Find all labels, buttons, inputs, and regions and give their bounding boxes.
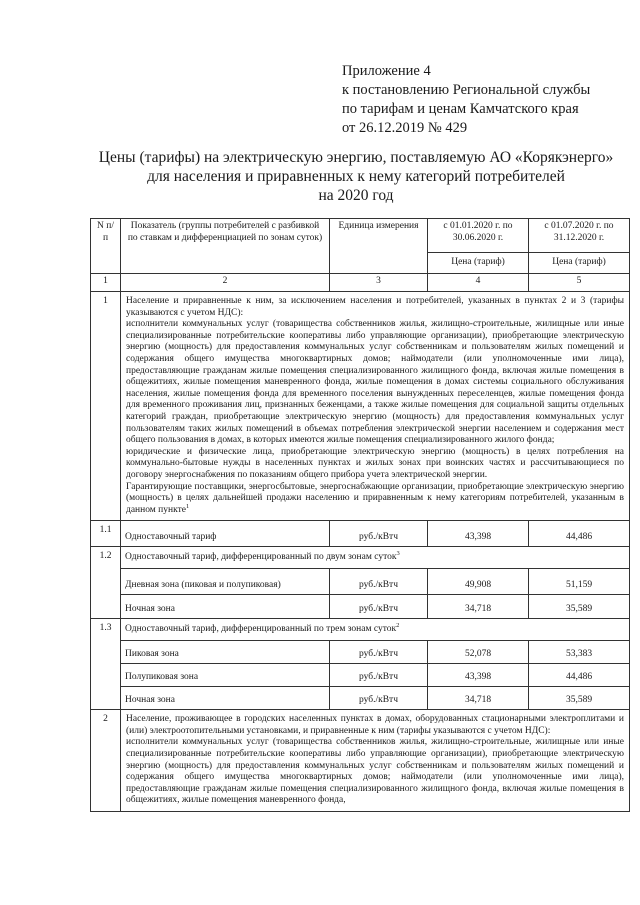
row-num: 1.1 [91, 521, 121, 547]
title-line: Цены (тарифы) на электрическую энергию, поставляемую АО «Корякэнерго» [98, 149, 614, 166]
header-num: N п/п [91, 219, 121, 274]
appendix-line: Приложение 4 [342, 63, 431, 79]
col-number: 5 [529, 274, 630, 292]
table-row-1 [91, 292, 630, 521]
price-h1: 34,718 [428, 687, 529, 710]
header-price1: Цена (тариф) [428, 253, 529, 274]
tariff-group-label: Одноставочный тариф, дифференцированный по двум зонам суток$^3$ [121, 547, 630, 569]
footnote-mark: 3 [396, 549, 400, 557]
row-num: 1.3 [91, 619, 121, 710]
zone-label: Ночная зона [121, 595, 330, 619]
zone-label: Дневная зона (пиковая и полупиковая) [121, 569, 330, 595]
row1-description [121, 292, 630, 521]
col-number: 2 [121, 274, 330, 292]
header-indicator: Показатель (группы потребителей с разбивкой по ставкам и дифференциацией по зонам суток) [121, 219, 330, 274]
price-h2: 44,486 [529, 521, 630, 547]
col-number: 3 [330, 274, 428, 292]
zone-row [91, 664, 630, 687]
table-row-1-3 [91, 619, 630, 641]
zone-label: Пиковая зона [121, 641, 330, 664]
title-line: на 2020 год [318, 187, 394, 204]
price-h1: 49,908 [428, 569, 529, 595]
price-h2: 53,383 [529, 641, 630, 664]
header-price2: Цена (тариф) [529, 253, 630, 274]
table-header-row [91, 219, 630, 253]
zone-row [91, 569, 630, 595]
tariff-label: Одноставочный тариф [121, 521, 330, 547]
zone-label: Полупиковая зона [121, 664, 330, 687]
footnote-mark: 1 [185, 502, 190, 510]
footnote-mark: 2 [396, 621, 400, 629]
price-h2: 51,159 [529, 569, 630, 595]
zone-row [91, 595, 630, 619]
price-h2: 35,589 [529, 687, 630, 710]
row-num: 2 [91, 710, 121, 812]
appendix-block [342, 62, 590, 138]
price-h1: 34,718 [428, 595, 529, 619]
appendix-line: от 26.12.2019 № 429 [342, 120, 468, 136]
row2-para: исполнители коммунальных услуг (товарищества собственников жилья, жилищно-строительные, жилищные или иные специализированные потребительские кооперативы либо управляющие организации), приобретающие электрическую энергию (мощность) для предоставления коммунальных услуг собственникам и пользователям жилых помещений и содержания общего имущества многоквартирных домов; наймодатели (или уполномоченные ими лица), предоставляющие гражданам жилые помещения специализированного жилищного фонда, включая жилые помещения в общежитиях, жилые помещения маневренного фонда, [126, 737, 624, 806]
unit-cell: руб./кВтч [330, 687, 428, 710]
table-row-1-1 [91, 521, 630, 547]
zone-row [91, 687, 630, 710]
row1-para: исполнители коммунальных услуг (товарищества собственников жилья, жилищно-строительные, жилищные или иные специализированные потребительские кооперативы либо управляющие организации), приобретающие электрическую энергию (мощность) для предоставления коммунальных услуг собственникам и пользователям жилых помещений и содержания общего имущества многоквартирных домов; наймодатели (или уполномоченные ими лица), предоставляющие гражданам жилые помещения специализированного жилищного фонда, включая жилые помещения в общежитиях, жилые помещения маневренного фонда, жилые помещения в домах системы социального обслуживания населения, жилые помещения фонда для временного поселения вынужденных переселенцев, жилые помещения фонда для временного проживания лиц, признанных беженцами, а также жилые помещения для социальной защиты отдельных категорий граждан, приобретающие электрическую энергию (мощность) для предоставления коммунальных услуг пользователям таких жилых помещений в объемах потребления электрической энергии населением и содержания мест общего пользования в домах, в которых имеются жилые помещения специализированного жилого фонда; [126, 319, 624, 446]
zone-label: Ночная зона [121, 687, 330, 710]
row1-para: Гарантирующие поставщики, энергосбытовые, энергоснабжающие организации, приобретающие электрическую энергию (мощность) в целях дальнейшей продажи населению и приравненным к нему категориям потребителей, указанным в данном пункте$^1$ [126, 481, 624, 515]
col-number: 4 [428, 274, 529, 292]
row2-para: Население, проживающее в городских населенных пунктах в домах, оборудованных стационарными электроплитами и (или) электроотопительными установками, и приравненные к ним (тарифы указываются с учетом НДС): [126, 714, 624, 736]
unit-cell: руб./кВтч [330, 569, 428, 595]
title-line: для населения и приравненных к нему категорий потребителей [147, 168, 565, 185]
unit-cell: руб./кВтч [330, 595, 428, 619]
price-h1: 43,398 [428, 521, 529, 547]
unit-cell: руб./кВтч [330, 521, 428, 547]
row2-description [121, 710, 630, 812]
document-title [96, 148, 616, 205]
price-h2: 44,486 [529, 664, 630, 687]
appendix-line: к постановлению Региональной службы [342, 82, 591, 98]
table-row-2 [91, 710, 630, 812]
price-h1: 52,078 [428, 641, 529, 664]
table-row-1-2 [91, 547, 630, 569]
row-num: 1 [91, 292, 121, 521]
unit-cell: руб./кВтч [330, 641, 428, 664]
row1-para: Население и приравненные к ним, за исключением населения и потребителей, указанных в пунктах 2 и 3 (тарифы указываются с учетом НДС): [126, 296, 624, 318]
column-number-row [91, 274, 630, 292]
tariff-group-label: Одноставочный тариф, дифференцированный по трем зонам суток$^2$ [121, 619, 630, 641]
row1-para: юридические и физические лица, приобретающие электрическую энергию (мощность) в целях потребления на коммунально-бытовые нужды в населенных пунктах и жилых зонах при воинских частях и рассчитывающиеся по договору энергоснабжения по показаниям общего прибора учета электрической энергии. [126, 446, 624, 480]
header-period1: с 01.01.2020 г. по 30.06.2020 г. [428, 219, 529, 253]
price-h1: 43,398 [428, 664, 529, 687]
appendix-line: по тарифам и ценам Камчатского края [342, 101, 579, 117]
header-unit: Единица измерения [330, 219, 428, 274]
zone-row [91, 641, 630, 664]
row-num: 1.2 [91, 547, 121, 619]
header-period2: с 01.07.2020 г. по 31.12.2020 г. [529, 219, 630, 253]
col-number: 1 [91, 274, 121, 292]
tariff-table [90, 218, 630, 812]
price-h2: 35,589 [529, 595, 630, 619]
unit-cell: руб./кВтч [330, 664, 428, 687]
